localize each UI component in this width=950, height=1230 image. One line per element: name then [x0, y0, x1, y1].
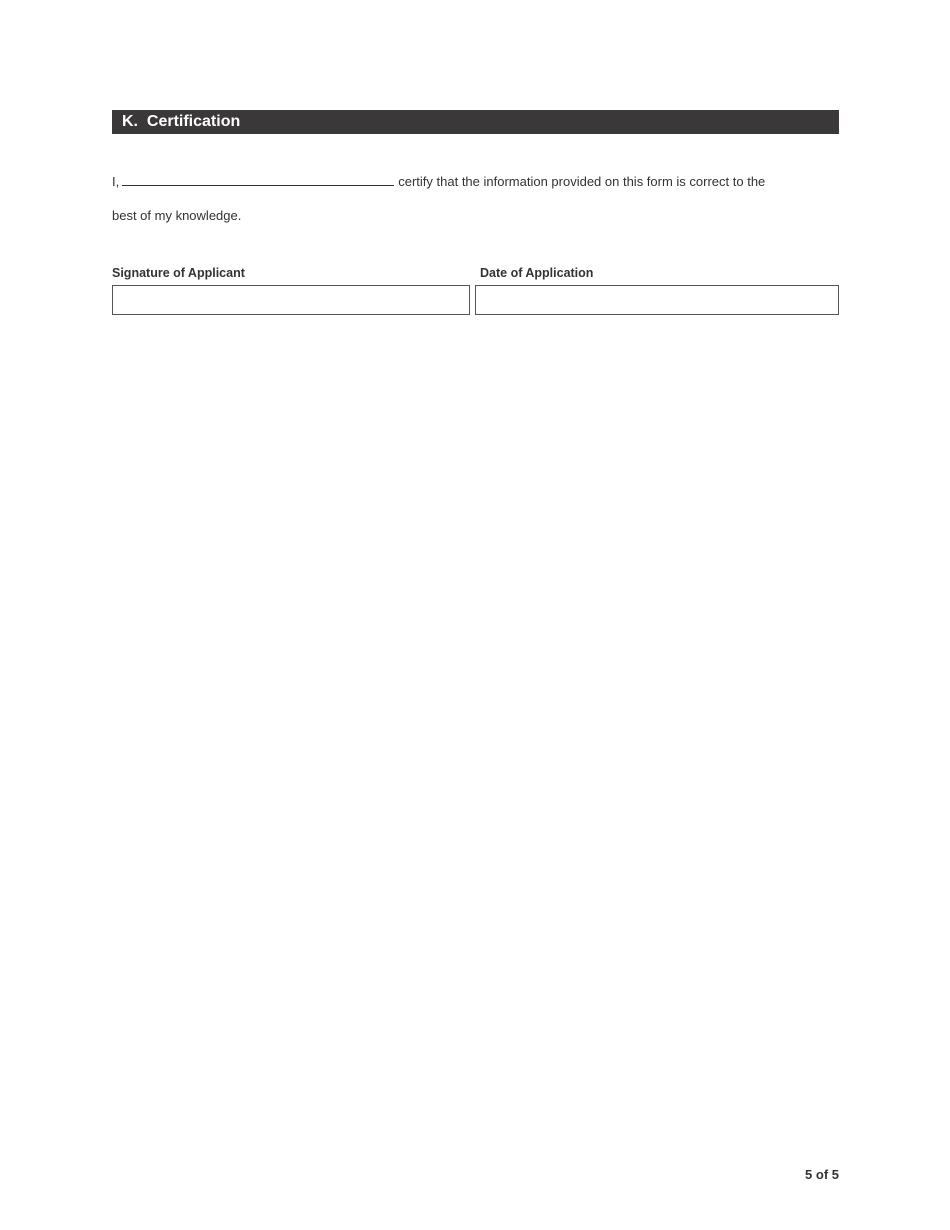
certification-statement-line-1: [112, 173, 765, 190]
date-field[interactable]: [475, 285, 839, 315]
signature-field[interactable]: [112, 285, 470, 315]
section-header: K. Certification: [112, 110, 839, 134]
date-label: Date of Application: [480, 266, 594, 280]
certification-prefix: I,: [112, 174, 120, 189]
certification-suffix: certify that the information provided on this form is correct to the: [398, 174, 766, 189]
signature-label: Signature of Applicant: [112, 266, 245, 280]
certification-statement-line-2: best of my knowledge.: [112, 208, 242, 223]
applicant-name-blank[interactable]: [122, 173, 394, 186]
page-number: 5 of 5: [805, 1167, 839, 1182]
